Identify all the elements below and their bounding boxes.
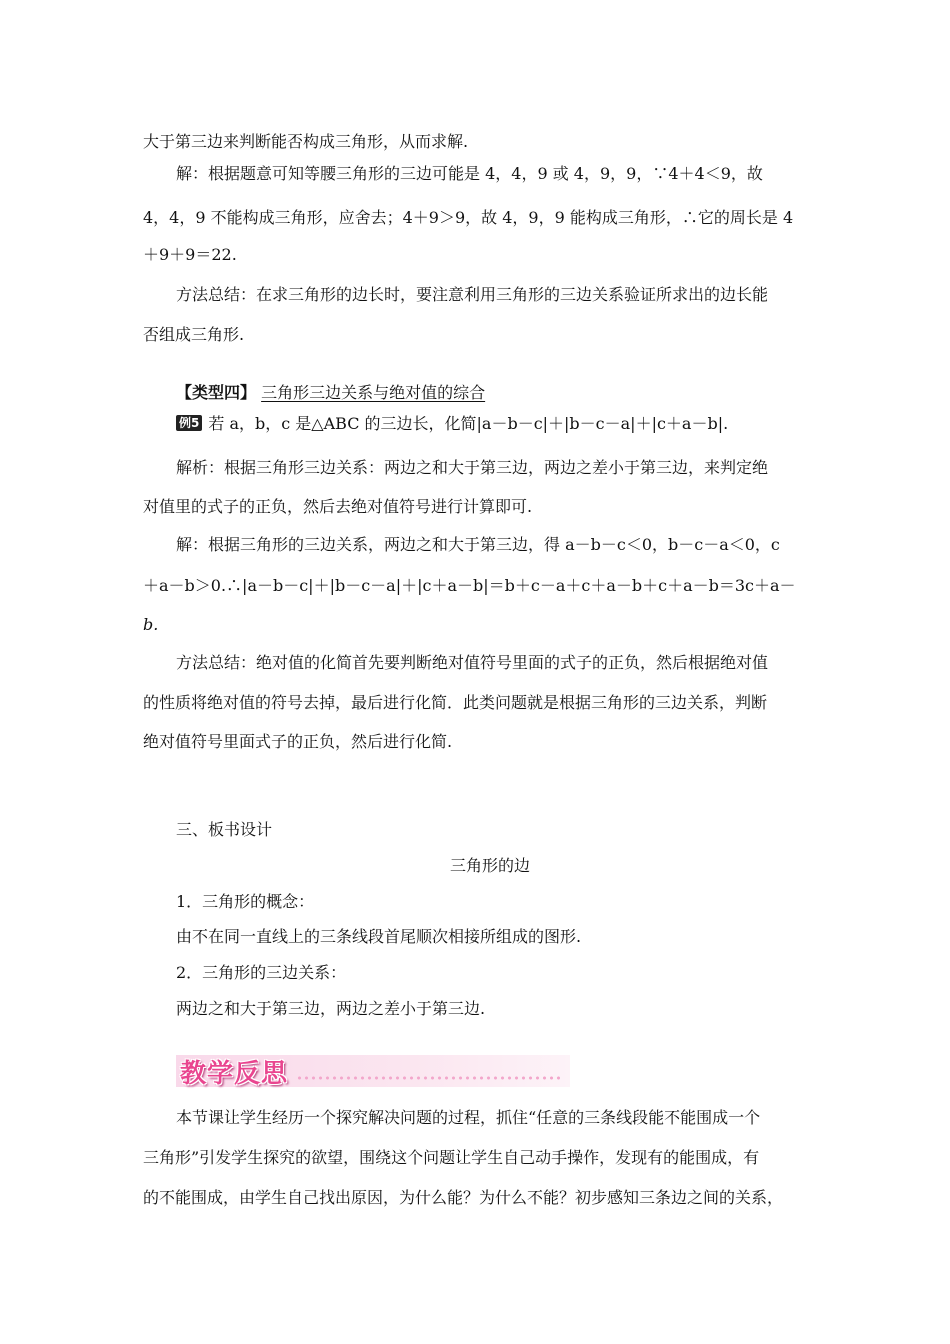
section-heading: 三、板书设计: [176, 820, 273, 839]
summary-line: 绝对值符号里面式子的正负，然后进行化简.: [143, 732, 453, 751]
reflection-line: 本节课让学生经历一个探究解决问题的过程，抓住“任意的三条线段能不能围成一个: [176, 1108, 761, 1127]
analysis-line: 解析：根据三角形三边关系：两边之和大于第三边，两边之差小于第三边，来判定绝: [176, 458, 769, 477]
solution-line: 解：根据三角形的三边关系，两边之和大于第三边，得 a－b－c＜0，b－c－a＜0，c: [176, 535, 780, 554]
solution-line: b.: [143, 615, 159, 634]
paragraph-line: ＋9＋9＝22.: [143, 245, 237, 264]
paragraph-line: 解：根据题意可知等腰三角形的三边可能是 4，4，9 或 4，9，9，∵4＋4＜9，故: [176, 164, 763, 183]
paragraph-line: 方法总结：在求三角形的边长时，要注意利用三角形的三边关系验证所求出的边长能: [176, 285, 769, 304]
type-label: 【类型四】: [176, 383, 257, 402]
banner-dots: [296, 1075, 562, 1081]
paragraph-line: 4，4，9 不能构成三角形，应舍去；4＋9＞9，故 4，9，9 能构成三角形，∴它的周长是 4: [143, 208, 794, 227]
board-item: 2．三角形的三边关系：: [176, 963, 347, 982]
example-text: 若 a，b，c 是△ABC 的三边长，化简|a－b－c|＋|b－c－a|＋|c＋a－b|.: [208, 414, 729, 433]
board-item: 1．三角形的概念：: [176, 892, 315, 911]
reflection-line: 三角形”引发学生探究的欲望，围绕这个问题让学生自己动手操作，发现有的能围成，有: [143, 1148, 760, 1167]
example-badge: 例5: [176, 415, 202, 431]
board-item-text: 由不在同一直线上的三条线段首尾顺次相接所组成的图形.: [176, 927, 582, 946]
example-line: [176, 413, 728, 435]
summary-line: 方法总结：绝对值的化简首先要判断绝对值符号里面的式子的正负，然后根据绝对值: [176, 653, 769, 672]
solution-line: ＋a－b＞0.∴|a－b－c|＋|b－c－a|＋|c＋a－b|＝b＋c－a＋c＋a－b＋c＋a－b＝3c＋a－: [143, 576, 796, 595]
summary-line: 的性质将绝对值的符号去掉，最后进行化简．此类问题就是根据三角形的三边关系，判断: [143, 693, 768, 712]
board-title: 三角形的边: [449, 856, 530, 875]
paragraph-line: 否组成三角形.: [143, 325, 245, 344]
type-title: 三角形三边关系与绝对值的综合: [261, 383, 486, 402]
reflection-line: 的不能围成，由学生自己找出原因，为什么能？为什么不能？初步感知三条边之间的关系，: [143, 1188, 784, 1207]
analysis-line: 对值里的式子的正负，然后去绝对值符号进行计算即可.: [143, 497, 533, 516]
type-heading: [176, 382, 485, 404]
reflection-banner-title: 教学反思: [180, 1059, 289, 1089]
reflection-banner: [176, 1055, 570, 1087]
paragraph-line: 大于第三边来判断能否构成三角形，从而求解.: [143, 132, 469, 151]
board-item-text: 两边之和大于第三边，两边之差小于第三边.: [176, 999, 486, 1018]
